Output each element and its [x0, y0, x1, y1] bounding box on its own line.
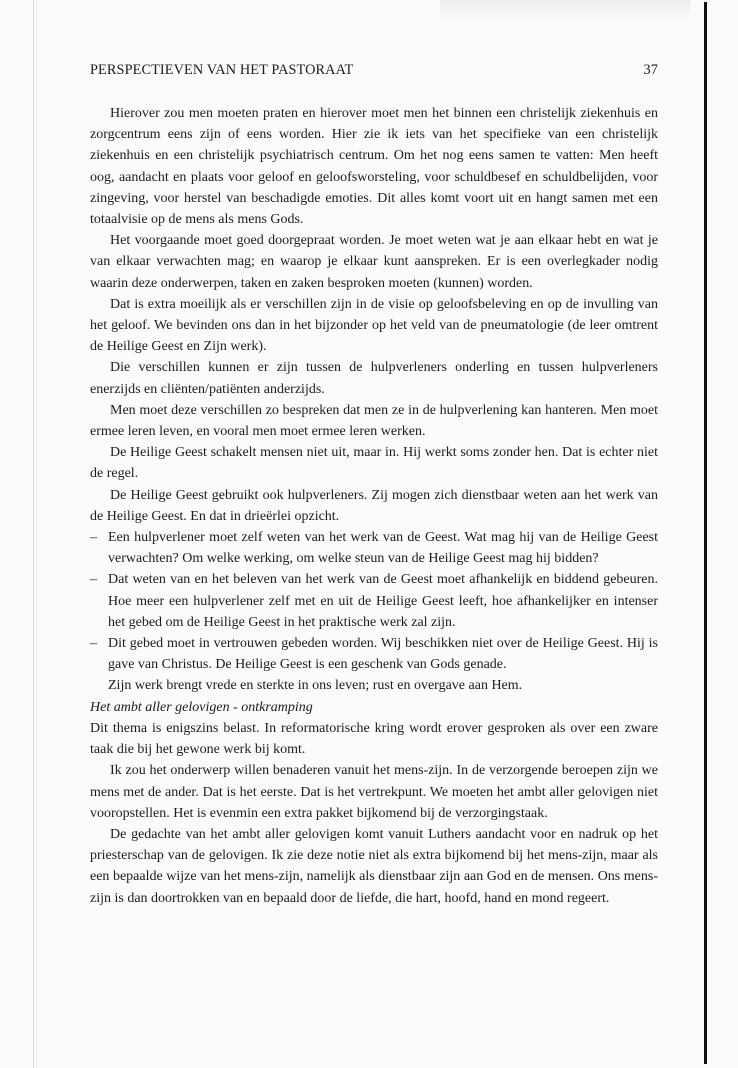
body-text	[90, 103, 658, 909]
paragraph: Dat is extra moeilijk als er verschillen zijn in de visie op geloofsbeleving en op de invulling van het geloof. We bevinden ons dan in het bijzonder op het veld van de pneumatologie (de leer omtrent de Heilige Geest en Zijn werk).	[90, 296, 658, 355]
list-item-text: Dat weten van en het beleven van het werk van de Geest moet afhankelijk en biddend gebeuren. Hoe meer een hulpverlener zelf met en uit de Heilige Geest leeft, hoe afhankelijker en intenser het gebed om de Heilige Geest in het praktische werk zal zijn.	[108, 572, 658, 630]
running-header	[90, 62, 658, 79]
paragraph: De Heilige Geest schakelt mensen niet uit, maar in. Hij werkt soms zonder hen. Dat is echter niet de regel.	[90, 445, 658, 482]
paragraph: Het voorgaande moet goed doorgepraat worden. Je moet weten wat je aan elkaar hebt en wat je van elkaar verwachten mag; en waarop je elkaar kunt aanspreken. Er is een overlegkader nodig waarin deze onderwerpen, taken en zaken besproken moeten (kunnen) worden.	[90, 233, 658, 291]
list-dash: –	[90, 572, 97, 588]
list-dash: –	[90, 636, 97, 652]
page-right-edge	[704, 2, 707, 1064]
scan-smudge	[440, 0, 690, 22]
list-item	[90, 633, 658, 675]
paragraph: De Heilige Geest gebruikt ook hulpverleners. Zij mogen zich dienstbaar weten aan het werk van de Heilige Geest. En dat in drieërlei opzicht.	[90, 487, 658, 524]
list-continuation: Zijn werk brengt vrede en sterkte in ons leven; rust en overgave aan Hem.	[108, 678, 523, 694]
list-item	[90, 527, 658, 569]
list-item-text: Een hulpverlener moet zelf weten van het werk van de Geest. Wat mag hij van de Heilige Geest verwachten? Om welke werking, om welke steun van de Heilige Geest mag hij bidden?	[108, 530, 658, 567]
page-left-edge-shadow	[36, 0, 37, 1068]
paragraph: De gedachte van het ambt aller gelovigen komt vanuit Luthers aandacht voor en nadruk op het priesterschap van de gelovigen. Ik zie deze notie niet als extra bijkomend bij het mens-zijn, maar als een bepaalde wijze van het mens-zijn, namelijk als dienstbaar zijn aan God en de mensen. Ons mens-zijn is dan doortrokken van en bepaald door de liefde, die hart, hoofd, hand en mond regeert.	[90, 826, 658, 906]
section-first-paragraph: Dit thema is enigszins belast. In reformatorische kring wordt erover gesproken als over een zware taak die bij het gewone werk bij komt.	[90, 720, 658, 758]
paragraph: Die verschillen kunnen er zijn tussen de hulpverleners onderling en tussen hulpverleners enerzijds en cliënten/patiënten anderzijds.	[90, 360, 658, 397]
list-dash: –	[90, 530, 97, 546]
paragraph: Men moet deze verschillen zo bespreken dat men ze in de hulpverlening kan hanteren. Men moet ermee leren leven, en vooral men moet ermee leren werken.	[90, 402, 658, 440]
page-number: 37	[643, 62, 658, 78]
running-title: PERSPECTIEVEN VAN HET PASTORAAT	[90, 62, 354, 78]
list-item-text: Dit gebed moet in vertrouwen gebeden worden. Wij beschikken niet over de Heilige Geest. Hij is gave van Christus. De Heilige Geest is een geschenk van Gods genade.	[108, 636, 658, 673]
list-item	[90, 569, 658, 633]
page-left-edge	[33, 0, 34, 1068]
paragraph: Hierover zou men moeten praten en hierover moet men het binnen een christelijk ziekenhuis en zorgcentrum eens zijn of eens worden. Hier zie ik iets van het specifieke van een christelijk ziekenhuis en een christelijk psychiatrisch centrum. Om het nog eens samen te vatten: Men heeft oog, aandacht en plaats voor geloof en geloofsworsteling, voor schuldbesef en schuldbelijden, voor zingeving, voor herstel van beschadigde emoties. Dit alles komt voort uit en hangt samen met een totaalvisie op de mens als mens Gods.	[90, 106, 658, 228]
paragraph: Ik zou het onderwerp willen benaderen vanuit het mens-zijn. In de verzorgende beroepen zijn we mens met de ander. Dat is het eerste. Dat is het vertrekpunt. We moeten het ambt aller gelovigen niet vooropstellen. Het is evenmin een extra pakket bijkomend bij de verzorgingstaak.	[90, 763, 658, 821]
dash-list	[90, 527, 658, 675]
section-heading: Het ambt aller gelovigen - ontkramping	[90, 699, 313, 715]
